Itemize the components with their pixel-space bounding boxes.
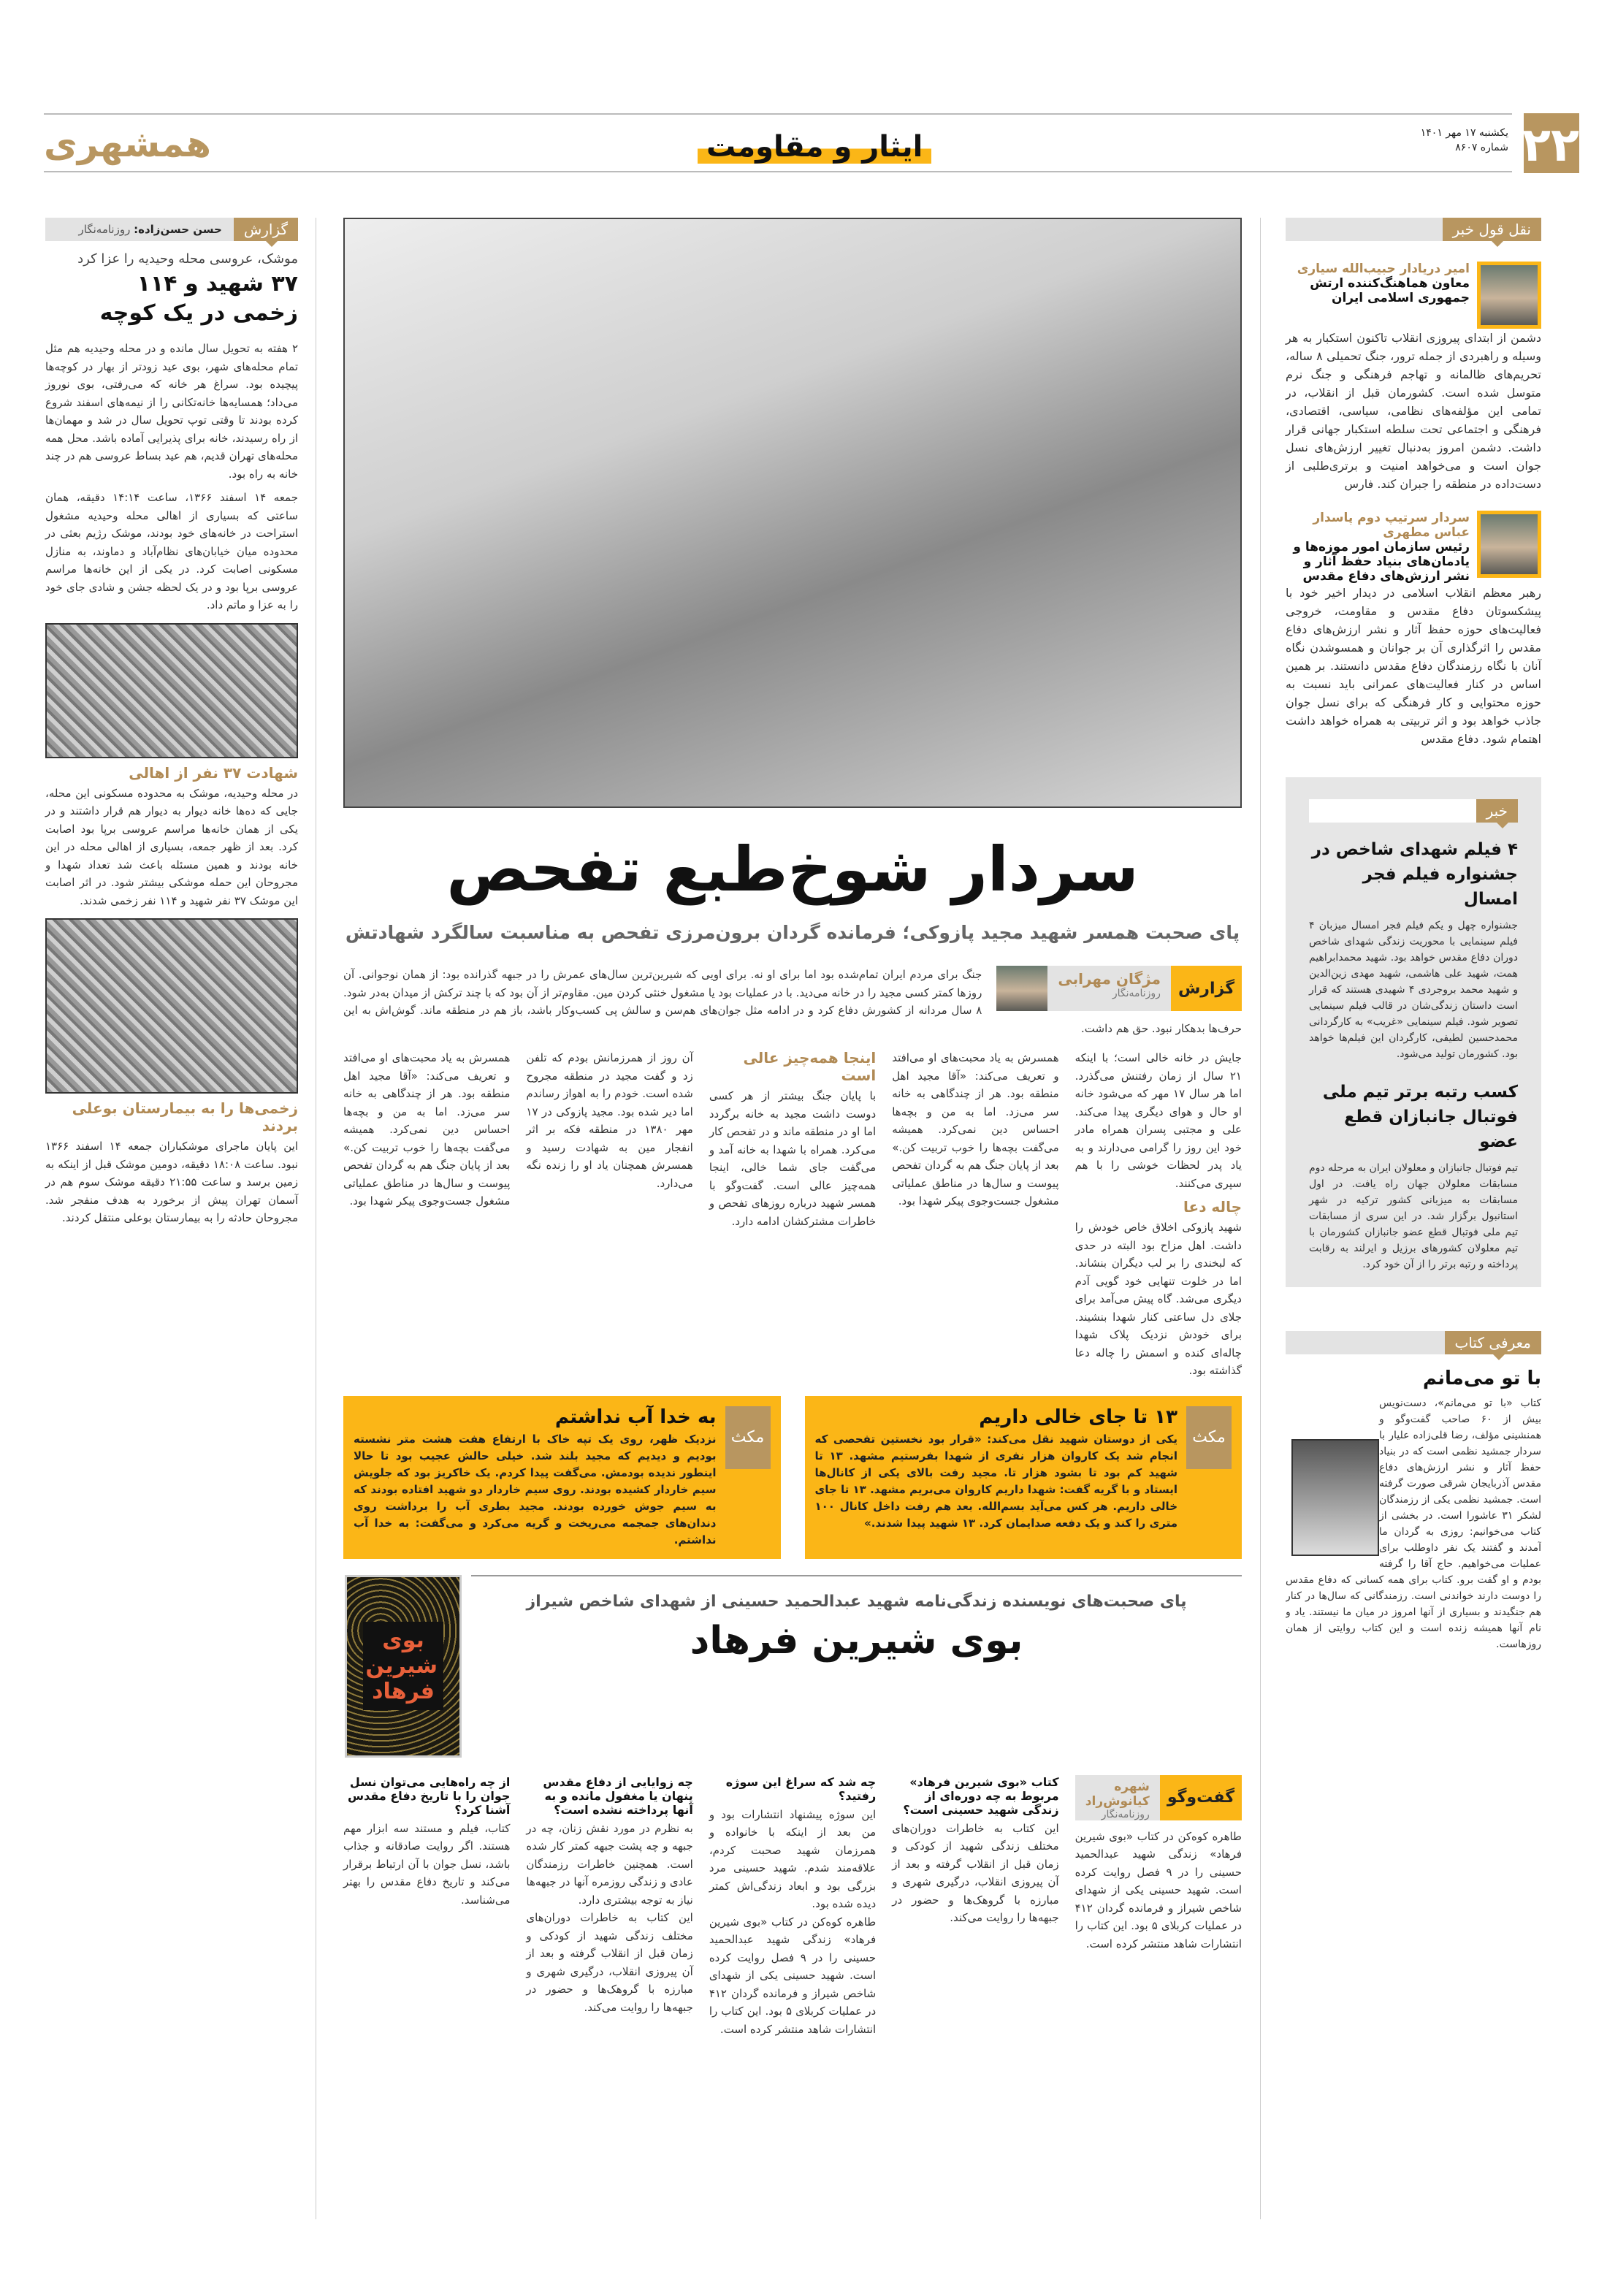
sidebar-box-no-water bbox=[343, 1396, 781, 1559]
kicker-tag: گزارش bbox=[234, 218, 298, 241]
bombing-photo bbox=[45, 623, 298, 758]
book-cover-title: بوی شیرین فرهاد bbox=[363, 1622, 443, 1710]
main-subtitle: پای صحبت همسر شهید مجید پازوکی؛ فرمانده گردان برون‌مرزی تفحص به مناسبت سالگرد شهادتش bbox=[345, 922, 1240, 943]
paragraph: به نظرم در مورد نقش زنان، چه در جبهه و چه پشت جبهه کمتر کار شده است. همچنین خاطرات رزمندگان عادی و زندگی روزمره آنها در جبهه‌ها نیاز به توجه بیشتری دارد. bbox=[526, 1821, 693, 1907]
paragraph: شهید پازوکی اخلاق خاص خودش را داشت. اهل مزاح بود البته در حدی که لبخندی را بر لب دیگران بنشاند. اما در خلوت تنهایی خود گویی آدم دیگری می‌شد. گاه پیش می‌آمد برای جلای دل ساعتی کنار شهدا بنشیند. برای خودش نزدیک پلاک شهدا چاله‌ای کنده و اسمش را چاله دعا گذاشته بود. bbox=[1074, 1221, 1242, 1377]
sidebar-box-13-empty-places bbox=[805, 1396, 1243, 1559]
book-intro-title: با تو می‌مانم bbox=[1422, 1368, 1541, 1389]
paragraph: این کتاب به خاطرات دوران‌های مختلف زندگی شهید از کودکی و زمان قبل از انقلاب گرفته و بعد از آن پیروزی انقلاب، درگیری شهری و مبارزه با گروهک‌ها و حضور در جبهه‌ها را روایت می‌کند. bbox=[892, 1821, 1059, 1924]
paragraph: با پایان جنگ بیشتر از هر کسی دوست داشت مجید به خانه برگردد اما او در منطقه ماند و در تفحص کار می‌کرد. همراه با شهدا به خانه آمد و می‌گفت جای شما خالی، اینجا همه‌چیز عالی است. گفت‌وگو با همسر شهید درباره روزهای تفحص و خاطرات مشترکشان ادامه دارد. bbox=[709, 1089, 877, 1228]
byline-label: گزارش bbox=[1171, 966, 1242, 1011]
subheading: شهادت ۳۷ نفر از اهالی bbox=[129, 763, 298, 782]
quote-kicker bbox=[1286, 218, 1541, 241]
paragraph: طاهره کوه‌کن در کتاب «بوی شیرین فرهاد» زندگی شهید عبدالحمید حسینی را در ۹ فصل روایت کرده است. شهید حسینی یکی از شهدای شاخص شیراز و فرمانده گردان ۴۱۲ در عملیات کربلای ۵ بود. این کتاب را انتشارات شاهد منتشر کرده است. bbox=[1074, 1829, 1242, 1950]
book-cover-small bbox=[1291, 1439, 1379, 1556]
question: چه شد که سراغ این سوژه رفتید؟ bbox=[725, 1774, 877, 1803]
question: چه زوایایی از دفاع مقدس پنهان یا مغفول مانده و به آنها پرداخته نشده است؟ bbox=[543, 1774, 693, 1817]
quote-text: رهبر معظم انقلاب اسلامی در دیدار اخیر خود با پیشکسوتان دفاع مقدس و مقاومت، خروجی فعالیت‌های حوزه حفظ آثار و نشر ارزش‌های دفاع مقدس را اثرگذاری آن بر جوانان و همسوشدن نگاه آنان با نگاه رزمندگان دفاع مقدس دانستند. بر همین اساس در کنار فعالیت‌های عمرانی باید نسبت به حوزه محتوایی و کار فرهنگی که برای نسل جوان جاذب خواهد بود و اثر تربیتی به همراه خواهد داشت اهتمام شود. دفاع مقدس bbox=[1286, 586, 1541, 746]
book-cover bbox=[345, 1575, 462, 1758]
news-text: تیم فوتبال جانبازان و معلولان ایران به مرحله دوم مسابقات معلولان جهان راه یافت. در اول مسابقات به میزبانی کشور ترکیه در شهر استانبول برگزار شد. در این سری از مسابقات تیم ملی فوتبال قطع عضو جانبازان کشورمان با تیم معلولان کشورهای برزیل و ایرلند به رقابت پرداخته و رتبه برتر را از آن خود کرد. bbox=[1309, 1162, 1518, 1270]
box-title: ۱۳ تا جای خالی داریم bbox=[979, 1406, 1177, 1428]
subheading: اینجا همه‌چیز عالی است bbox=[743, 1049, 877, 1084]
left-column bbox=[45, 218, 298, 1227]
book-kicker bbox=[1286, 1331, 1541, 1354]
issue-date bbox=[1421, 126, 1508, 155]
paragraph: جایش در خانه خالی است؛ با اینکه ۲۱ سال از زمان رفتنش می‌گذرد. اما هر سال ۱۷ مهر که می‌شود خانه او حال و هوای دیگری پیدا می‌کند. علی و مجتبی پسران همراه مادر خود این روز را گرامی می‌دارند و به یاد پدر لحظات خوشی را با هم سپری می‌کنند. bbox=[1074, 1051, 1242, 1190]
book-intro-text: کتاب «با تو می‌مانم»، دست‌نویس بیش از ۶۰ صاحب گفت‌وگو و همنشینی مؤلف، رضا قلی‌زاده علیار با سردار جمشید نظمی است که در بنیاد حفظ آثار و نشر ارزش‌های دفاع مقدس آذربایجان شرقی صورت گرفته است. جمشید نظمی یکی از رزمندگان لشکر ۳۱ عاشورا است. در بخشی از کتاب می‌خوانیم: روزی به گردان ما آمدند و گفتند یک نفر داوطلب برای عملیات می‌خواهیم. حاج آقا را گرفته بودم و او گفت برو. کتاب برای همه کسانی که دفاع مقدس را دوست دارند خواندنی است. رزمندگانی که سال‌ها در کنار هم جنگیدند و بسیاری از آنها امروز در میان ما نیستند. یاد و نام آنها همیشه زنده است و این کتاب روایتی از همان روزهاست. bbox=[1286, 1397, 1541, 1650]
author-role: روزنامه‌نگار bbox=[78, 223, 131, 236]
byline-label: گفت‌وگو bbox=[1160, 1775, 1242, 1820]
newspaper-logo[interactable]: همشهری bbox=[44, 123, 212, 165]
quote-text: دشمن از ابتدای پیروزی انقلاب تاکنون استکبار به هر وسیله و راهبردی از جمله ترور، جنگ تحمیلی ۸ ساله، تحریم‌های ظالمانه و تهاجم فرهنگی و جنگ نرم متوسل شده است. کشورمان قبل از انقلاب، در تمامی این مؤلفه‌های نظامی، سیاسی، اقتصادی، فرهنگی و اجتماعی تحت سلطه استکبار جهانی قرار داشت. دشمن امروز به‌دنبال تغییر ارزش‌های نسل جوان است و می‌خواهد امنیت و برتری‌طلبی از دست‌داده در منطقه را جبران کند. فارس bbox=[1286, 331, 1542, 491]
paragraph: در محله وحیدیه، موشک به محدوده مسکونی این محله، جایی که ده‌ها خانه دیوار به دیوار هم قرار داشتند و در یکی از همان خانه‌ها مراسم عروسی برپا بود اصابت کرد. بعد از ظهر جمعه، بسیاری از اهالی محله در این خانه بودند و همین مسئله باعث شد تعداد شهدا و مجروحان این حمله موشکی بیشتر شود. در اثر اصابت این موشک ۳۷ نفر شهید و ۱۱۴ نفر زخمی شدند. bbox=[45, 786, 298, 907]
news-text: جشنواره چهل و یکم فیلم فجر امسال میزبان ۴ فیلم سینمایی با محوریت زندگی شهدای شاخص دوران دفاع مقدس خواهد بود. شهید محمدابراهیم همت، شهید علی هاشمی، شهید مهدی زین‌الدین و شهید محمد بروجردی ۴ شهیدی هستند که قرار است داستان زندگی‌شان در قالب فیلم سینمایی تصویر شود. فیلم سینمایی «غریب» به کارگردانی محمدحسین لطیفی، کارگردان این فیلم‌ها خواهد بود. کشورمان تولید می‌شود. bbox=[1309, 920, 1518, 1060]
sayyari-photo bbox=[1477, 262, 1541, 329]
paragraph: همسرش به یاد محبت‌های او می‌افتد و تعریف می‌کند: «آقا مجید اهل منطقه بود. هر از چندگاهی به خانه سر می‌زد. اما به من و بچه‌ها احساس دین نمی‌کرد. همیشه می‌گفت بچه‌ها را خوب تربیت کن.» بعد از پایان جنگ هم به گردان تفحص پیوست و سال‌ها در مناطق عملیاتی مشغول جست‌وجوی پیکر شهدا بود. bbox=[892, 1051, 1059, 1208]
question: کتاب «بوی شیرین فرهاد» مربوط به چه دوره‌ای از زندگی شهید حسینی است؟ bbox=[903, 1774, 1059, 1817]
book-columns bbox=[343, 1775, 1242, 2039]
paragraph: کتاب، فیلم و مستند سه ابزار مهم هستند. اگر روایت صادقانه و جذاب باشد، نسل جوان با آن ارتباط برقرار می‌کند و تاریخ دفاع مقدس را بهتر می‌شناسد. bbox=[343, 1821, 511, 1907]
paragraph: این کتاب به خاطرات دوران‌های مختلف زندگی شهید از کودکی و زمان قبل از انقلاب گرفته و بعد از آن پیروزی انقلاب، درگیری شهری و مبارزه با گروهک‌ها و حضور در جبهه‌ها را روایت می‌کند. bbox=[526, 1911, 693, 2014]
paragraph: طاهره کوه‌کن در کتاب «بوی شیرین فرهاد» زندگی شهید عبدالحمید حسینی را در ۹ فصل روایت کرده است. شهید حسینی یکی از شهدای شاخص شیراز و فرمانده گردان ۴۱۲ در عملیات کربلای ۵ بود. این کتاب را انتشارات شاهد منتشر کرده است. bbox=[709, 1915, 877, 2036]
subheading: چاله دعا bbox=[1183, 1198, 1242, 1216]
quote-role: معاون هماهنگ‌کننده ارتش جمهوری اسلامی ایران bbox=[1310, 276, 1470, 305]
quote-1 bbox=[1286, 262, 1541, 329]
byline-role: روزنامه‌نگار bbox=[1101, 1808, 1150, 1820]
paragraph: ۲ هفته به تحویل سال مانده و در محله وحیدیه هم مثل تمام محله‌های شهر، بوی عید زودتر از بهار در کوچه‌ها پیچیده بود. سراغ هر خانه که می‌رفتی، بوی نوروز می‌داد؛ همسایه‌ها خانه‌تکانی را از نیمه‌های اسفند شروع کرده بودند تا وقتی توپ تحویل سال در شد و مهمان‌ها از راه رسیدند، خانه برای پذیرایی آماده باشد. محل همه محله‌های تهران قدیم، هم عید بساط عروسی هم در چند خانه به راه بود. bbox=[45, 342, 298, 481]
byline-name: مژگان مهرابی bbox=[1058, 970, 1161, 988]
right-column bbox=[1286, 218, 1541, 1652]
byline-role: روزنامه‌نگار bbox=[1112, 988, 1161, 999]
book-byline bbox=[1075, 1775, 1242, 1820]
main-byline bbox=[996, 966, 1242, 1011]
paragraph: این سوژه پیشنهاد انتشارات بود و من بعد از اینکه با خانواده و همرزمان شهید صحبت کردم، علاقه‌مند شدم. شهید حسینی مرد بزرگی بود و ابعاد زندگی‌اش کمتر دیده شده بود. bbox=[709, 1807, 877, 1910]
section-title: ایثار و مقاومت bbox=[698, 130, 931, 164]
center-flow bbox=[343, 966, 1242, 2038]
byline-name: شهره کیانوش‌راد bbox=[1085, 1779, 1150, 1809]
date: یکشنبه ۱۷ مهر ۱۴۰۱ bbox=[1420, 127, 1508, 139]
box-text: نزدیک ظهر، روی یک تپه خاک با ارتفاع هفت هشت متر نشسته بودیم و دیدیم که مجید بلند شد. خیلی حالش عجیب بود تا حالا اینطور ندیده بودمش. می‌گفت پیدا کردم. یک خاکریز بود که جلویش سیم خاردار کشیده بودند. روی سیم خاردار دو شهید افتاده بودند که به سیم جوش خورده بودند. مجید بطری آب را برداشت روی دندان‌های جمجمه می‌ریخت و گریه می‌کرد و می‌گفت: به خدا آب نداشتم. bbox=[354, 1432, 717, 1546]
box-text: یکی از دوستان شهید نقل می‌کند: «قرار بود نخستین تفحصی که انجام شد یک کاروان هزار نفری از شهدا بفرستیم مشهد. ۱۳ تا شهید کم بود تا بشود هزار تا. مجید رفت بالای یکی از کانال‌ها ایستاد و با گریه گفت: شهدا داریم کاروان می‌بریم مشهد. ۱۳ تا جای خالی داریم. هر کس می‌آید بسم‌الله. بعد هم رفت داخل کانال ۱۰۰ متری را کند و یک دفعه صدایمان کرد. ۱۳ شهید پیدا شدند.» bbox=[814, 1432, 1177, 1530]
sidebar-boxes bbox=[343, 1396, 1242, 1559]
quote-2 bbox=[1286, 511, 1541, 584]
reporter-photo bbox=[996, 966, 1047, 1011]
martyr-portrait-photo bbox=[343, 218, 1242, 808]
motahari-photo bbox=[1477, 511, 1541, 578]
issue-number: شماره ۸۶۰۷ bbox=[1455, 142, 1508, 153]
news-title: کسب رتبه برتر تیم ملی فوتبال جانبازان قطع عضو bbox=[1322, 1083, 1518, 1151]
page-number: ۲۲ bbox=[1524, 113, 1579, 173]
article-intro bbox=[343, 966, 1242, 1037]
report-title: ۳۷ شهید و ۱۱۴ زخمی در یک کوچه bbox=[99, 271, 298, 326]
report-kicker bbox=[45, 218, 298, 241]
paragraph: آن روز از همرزمانش بودم که تلفن زد و گفت مجید در منطقه مجروح شده است. خودم را به اهواز رساندم اما دیر شده بود. مجید پازوکی در ۱۷ مهر ۱۳۸۰ در منطقه فکه بر اثر انفجار مین به شهادت رسید و همسرش همچنان یاد او را زنده نگه می‌دارد. bbox=[526, 1051, 693, 1190]
book-section bbox=[343, 1575, 1242, 1765]
news-box bbox=[1286, 777, 1541, 1287]
book-headline: بوی شیرین فرهاد bbox=[690, 1618, 1023, 1663]
news-title: ۴ فیلم شهدای شاخص در جشنواره فیلم فجر امسال bbox=[1311, 840, 1518, 909]
quote-name: سردار سرتیپ دوم پاسدار عباس مطهری bbox=[1313, 511, 1470, 540]
paragraph: جمعه ۱۴ اسفند ۱۳۶۶، ساعت ۱۴:۱۴ دقیقه، همان ساعتی که بسیاری از اهالی محله وحیدیه مشغول استراحت در خانه‌های خود بودند، موشک رژیم بعثی در محدوده میان خیابان‌های نظام‌آباد و دماوند، به منازل مسکونی اصابت کرد. در یکی از این خانه‌ها مراسم عروسی برپا بود و در یک لحظه جشن و شادی جای خود را به عزا و ماتم داد. bbox=[45, 491, 298, 611]
box-tag: مکث bbox=[1186, 1406, 1232, 1469]
kicker-tag: خبر bbox=[1476, 799, 1518, 823]
paragraph: این پایان ماجرای موشکباران جمعه ۱۴ اسفند ۱۳۶۶ نبود. ساعت ۱۸:۰۸ دقیقه، دومین موشک قبل از اینکه به زمین برسد و ساعت ۲۱:۵۵ دقیقه موشک سوم هم در آسمان تهران پیش از برخورد به هدف منفجر شد. مجروحان حادثه را به بیمارستان بوعلی منتقل کردند. bbox=[45, 1140, 299, 1224]
overline: موشک، عروسی محله وحیدیه را عزا کرد bbox=[77, 251, 298, 267]
kicker-tag: نقل قول خبر bbox=[1443, 218, 1541, 241]
article-columns bbox=[343, 1049, 1242, 1380]
book-overline: پای صحبت‌های نویسنده زندگی‌نامه شهید عبدالحمید حسینی از شهدای شاخص شیراز bbox=[526, 1592, 1187, 1611]
box-title: به خدا آب نداشتم bbox=[554, 1406, 717, 1428]
ruins-photo bbox=[45, 918, 298, 1094]
main-headline: سردار شوخ‌طبع تفحص bbox=[446, 834, 1139, 905]
kicker-tag: معرفی کتاب bbox=[1445, 1331, 1541, 1354]
author-name: حسن حسن‌زاده: bbox=[134, 223, 222, 236]
question: از چه راه‌هایی می‌توان نسل جوان را با تاریخ دفاع مقدس آشنا کرد؟ bbox=[348, 1774, 511, 1817]
paragraph: همسرش به یاد محبت‌های او می‌افتد و تعریف می‌کند: «آقا مجید اهل منطقه بود. هر از چندگاهی به خانه سر می‌زد. اما به من و بچه‌ها احساس دین نمی‌کرد. همیشه می‌گفت بچه‌ها را خوب تربیت کن.» بعد از پایان جنگ هم به گردان تفحص پیوست و سال‌ها در مناطق عملیاتی مشغول جست‌وجوی پیکر شهدا بود. bbox=[343, 1051, 511, 1208]
subheading: زخمی‌ها را به بیمارستان بوعلی بردند bbox=[72, 1099, 298, 1134]
paragraph: جنگ برای مردم ایران تمام‌شده بود اما برای او نه. برای اویی که شیرین‌ترین سال‌های عمرش را در جبهه گذرانده بود: از همان نوجوانی. آن روزها کمتر کسی مجید را در خانه می‌دید. با در عملیات بود یا مشغول خنثی کردن مین. مقاوم‌تر از آن بود که با چند ترکش از میدان به‌در شود. ۸ سال مردانه از کشورش دفاع کرد و در ادامه مثل جوان‌های هم‌سن و سالش پی کسب‌وکار باشد، باز هم در منطقه ماند. گوش‌اش به این حرف‌ها بدهکار نبود. حق هم داشت. bbox=[343, 968, 1242, 1035]
box-tag: مکث bbox=[725, 1406, 771, 1469]
quote-role: رئیس سازمان امور موزه‌ها و یادمان‌های بنیاد حفظ آثار و نشر ارزش‌های دفاع مقدس bbox=[1293, 540, 1470, 584]
quote-name: امیر دریادار حبیب‌الله سیاری bbox=[1297, 262, 1470, 276]
